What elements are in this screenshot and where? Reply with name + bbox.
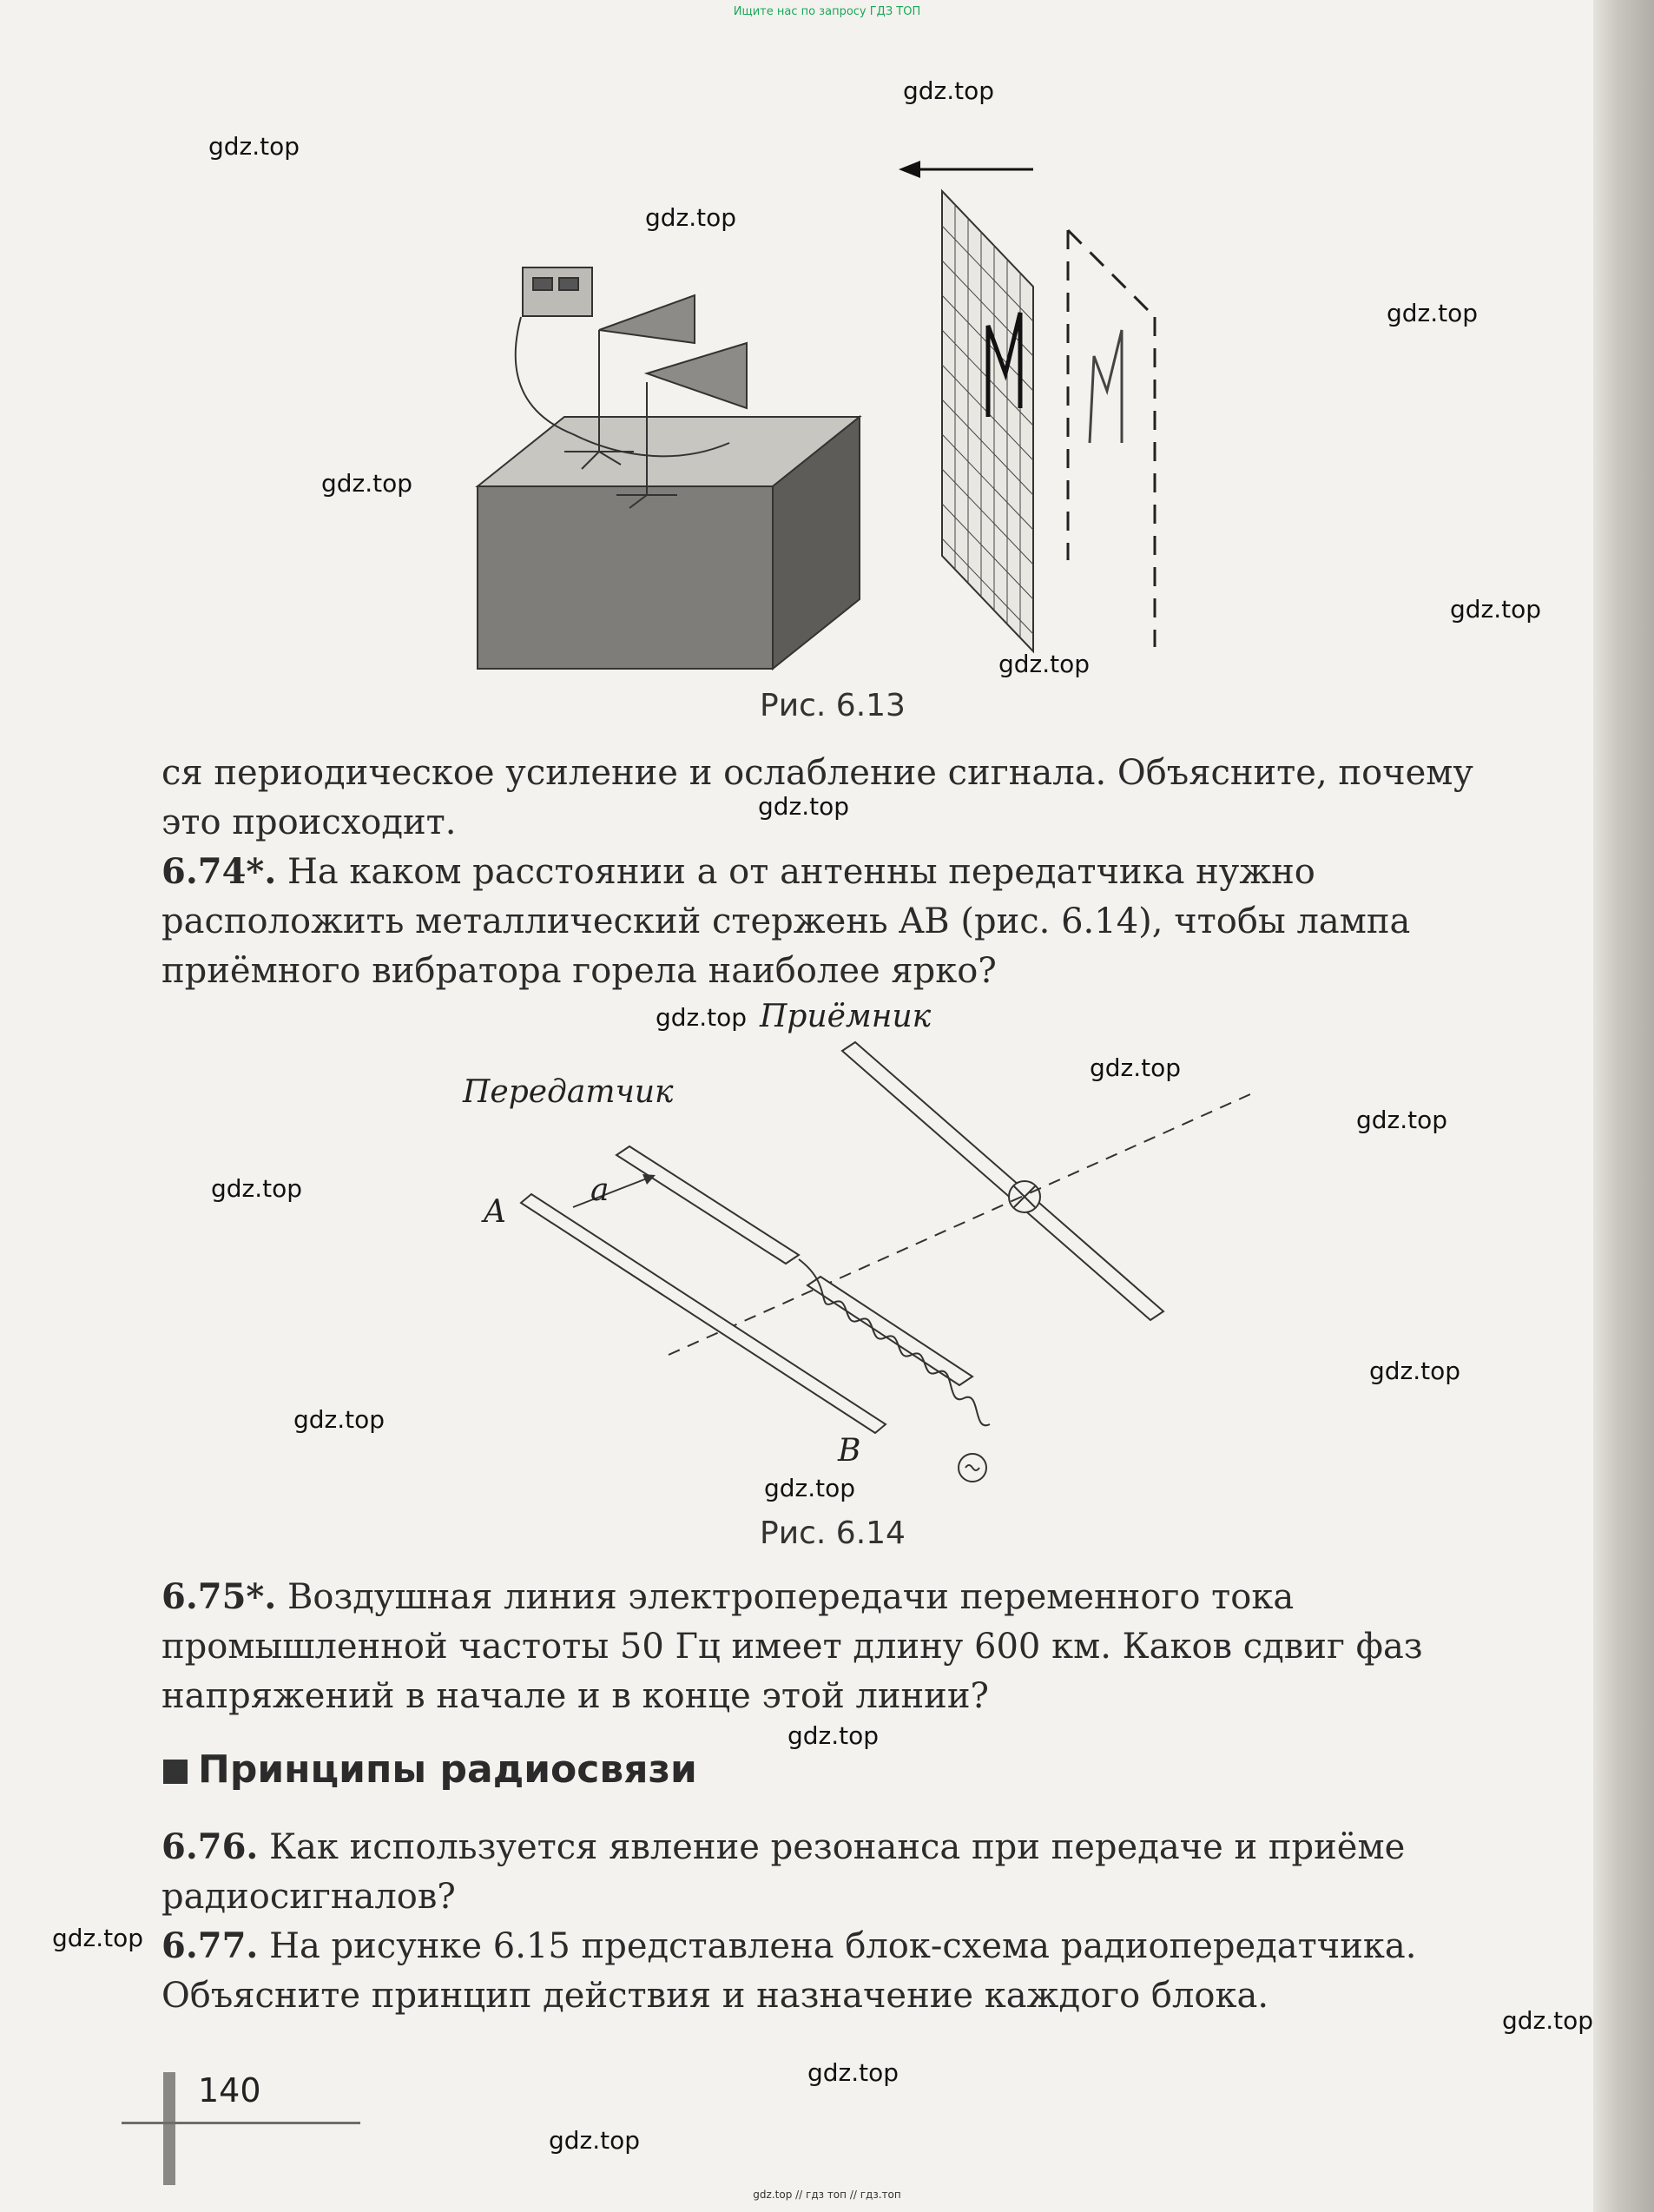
watermark: gdz.top [208, 132, 300, 161]
watermark: gdz.top [293, 1405, 385, 1434]
reflected-screen [1068, 230, 1155, 647]
transmitter-rod [616, 1146, 972, 1385]
fig-14-caption: Рис. 6.14 [760, 1515, 906, 1551]
problem-number: 6.77. [161, 1925, 259, 1966]
watermark: gdz.top [211, 1174, 303, 1203]
paragraph-continuation: ся периодическое усиление и ослабление сигнала. Объясните, почему это происходит. [161, 753, 1473, 842]
watermark: gdz.top [758, 792, 850, 821]
watermark: gdz.top [807, 2058, 899, 2087]
watermark: gdz.top [1369, 1357, 1461, 1385]
label-transmitter: Передатчик [463, 1074, 674, 1110]
figure-6-13 [469, 156, 1233, 677]
label-a-point: A [484, 1194, 506, 1230]
page-edge [1593, 0, 1654, 2212]
watermark: gdz.top [998, 650, 1091, 678]
top-banner: Ищите нас по запросу ГДЗ ТОП [733, 5, 921, 18]
label-b-point: B [838, 1433, 861, 1469]
square-bullet-icon [163, 1760, 188, 1784]
label-receiver: Приёмник [760, 999, 932, 1034]
watermark: gdz.top [645, 203, 737, 232]
problem-6-77: 6.77. На рисунке 6.15 представлена блок-схема радиопередатчика. Объясните принцип действия и назначение каждого блока. [161, 1925, 1417, 2016]
fig-13-caption: Рис. 6.13 [760, 688, 906, 723]
watermark: gdz.top [1387, 299, 1479, 327]
watermark: gdz.top [1356, 1106, 1448, 1134]
table-box [478, 417, 860, 669]
metal-screen [942, 191, 1033, 651]
label-distance: a [590, 1172, 610, 1208]
watermark: gdz.top [321, 469, 413, 498]
problem-6-76: 6.76. Как используется явление резонанса при передаче и приёме радиосигналов? [161, 1826, 1406, 1917]
watermark: gdz.top [1502, 2006, 1594, 2035]
watermark: gdz.top [1090, 1053, 1182, 1082]
receiver-antenna [842, 1042, 1163, 1320]
watermark: gdz.top [656, 1003, 748, 1032]
page-number: 140 [198, 2071, 261, 2110]
watermark: gdz.top [52, 1924, 144, 1952]
watermark: gdz.top [903, 76, 995, 105]
watermark: gdz.top [549, 2126, 641, 2155]
problem-6-75: 6.75*. Воздушная линия электропередачи переменного тока промышленной частоты 50 Гц имеет длину 600 км. Каков сдвиг фаз напряжений в начале и в конце этой линии? [161, 1576, 1423, 1716]
section-heading: Принципы радиосвязи [163, 1747, 697, 1792]
bottom-banner: gdz.top // гдз топ // гдз.топ [753, 2189, 901, 2201]
watermark: gdz.top [1450, 595, 1542, 624]
page-bar [163, 2072, 175, 2185]
rod-ab [521, 1194, 886, 1433]
problem-number: 6.75*. [161, 1576, 277, 1617]
page-line [122, 2122, 360, 2124]
watermark: gdz.top [764, 1474, 856, 1502]
watermark: gdz.top [787, 1721, 880, 1750]
problem-number: 6.74*. [161, 851, 277, 892]
problem-6-74: 6.74*. На каком расстоянии a от антенны передатчика нужно расположить металлический стержень AB (рис. 6.14), чтобы лампа приёмного вибратора горела наиболее ярко? [161, 851, 1411, 991]
problem-number: 6.76. [161, 1826, 259, 1867]
